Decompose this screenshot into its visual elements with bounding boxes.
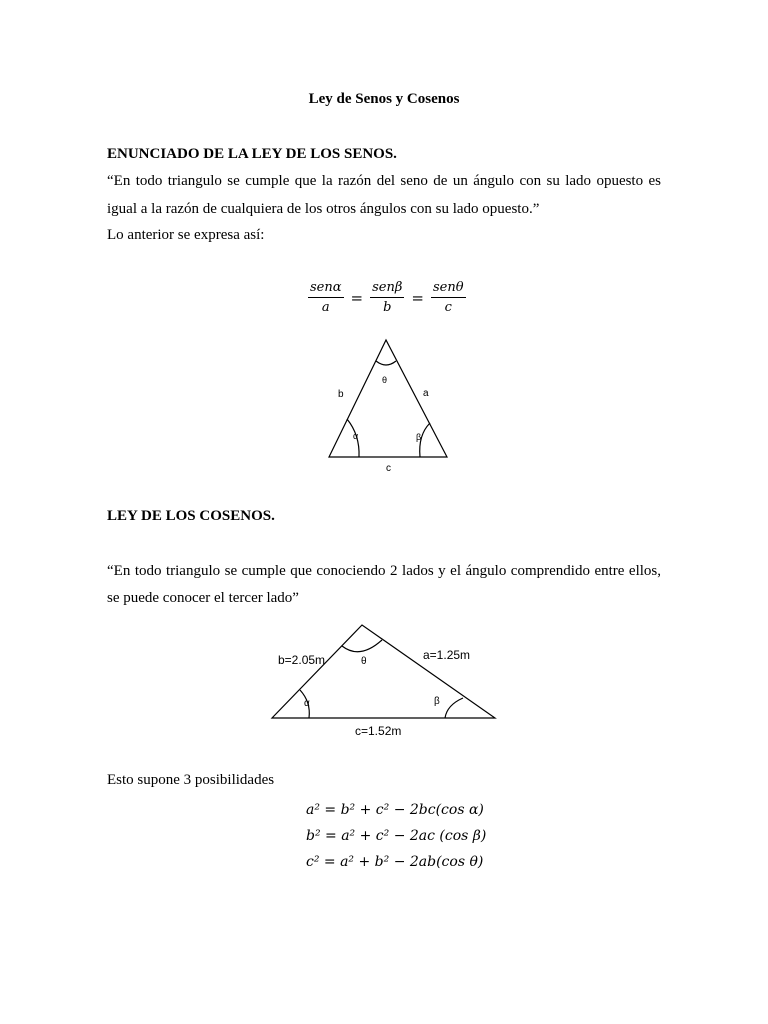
cosines-quote-line-1: “En todo triangulo se cumple que conociendo 2 lados y el ángulo comprendido entre ellos,	[107, 563, 661, 579]
sines-heading: ENUNCIADO DE LA LEY DE LOS SENOS.	[107, 146, 397, 162]
beta-arc	[420, 423, 430, 457]
theta-arc	[342, 640, 382, 652]
fraction-beta: $\frac{\text{senβ}}{b}$	[372, 280, 403, 315]
angle-beta-label: β	[434, 696, 440, 707]
formula-b: b² = a² + c² − 2ac (cos β)	[306, 828, 487, 844]
sines-quote-line-2: igual a la razón de cualquiera de los otros ángulos con su lado opuesto.”	[107, 201, 540, 217]
fraction-theta: $\frac{\text{senθ}}{c}$	[432, 280, 464, 315]
angle-theta-label: θ	[382, 375, 388, 385]
law-of-sines-formula	[308, 280, 466, 315]
angle-alpha-label: α	[353, 431, 359, 441]
side-a-label: a	[423, 388, 429, 399]
document-title: Ley de Senos y Cosenos	[308, 91, 460, 107]
cosines-quote-line-2: se puede conocer el tercer lado”	[107, 590, 299, 606]
sines-quote-line-1: “En todo triangulo se cumple que la razón del seno de un ángulo con su lado opuesto es	[107, 173, 661, 189]
side-b-label: b=2.05m	[278, 653, 326, 667]
formula-c: c² = a² + b² − 2ab(cos θ)	[306, 854, 484, 870]
sines-triangle-diagram	[320, 335, 455, 475]
beta-arc	[445, 698, 463, 718]
side-c-label: c=1.52m	[355, 724, 402, 738]
side-a-label: a=1.25m	[423, 648, 471, 662]
angle-theta-label: θ	[361, 656, 367, 667]
equals-sign: =	[350, 288, 364, 307]
theta-arc	[376, 361, 396, 365]
sines-intro: Lo anterior se expresa así:	[107, 227, 265, 243]
angle-beta-label: β	[416, 432, 422, 442]
angle-alpha-label: α	[304, 698, 310, 709]
law-of-cosines-formulas	[306, 797, 486, 875]
equals-sign: =	[411, 288, 424, 307]
side-b-label: b	[338, 389, 344, 400]
possibilities-text: Esto supone 3 posibilidades	[107, 772, 275, 788]
fraction-alpha: $\frac{\text{senα}}{a}$	[310, 280, 342, 315]
cosines-heading: LEY DE LOS COSENOS.	[107, 508, 275, 524]
triangle-shape	[329, 340, 447, 457]
side-c-label: c	[386, 463, 391, 474]
cosines-triangle-diagram	[265, 620, 505, 740]
formula-a: a² = b² + c² − 2bc(cos α)	[306, 802, 484, 818]
